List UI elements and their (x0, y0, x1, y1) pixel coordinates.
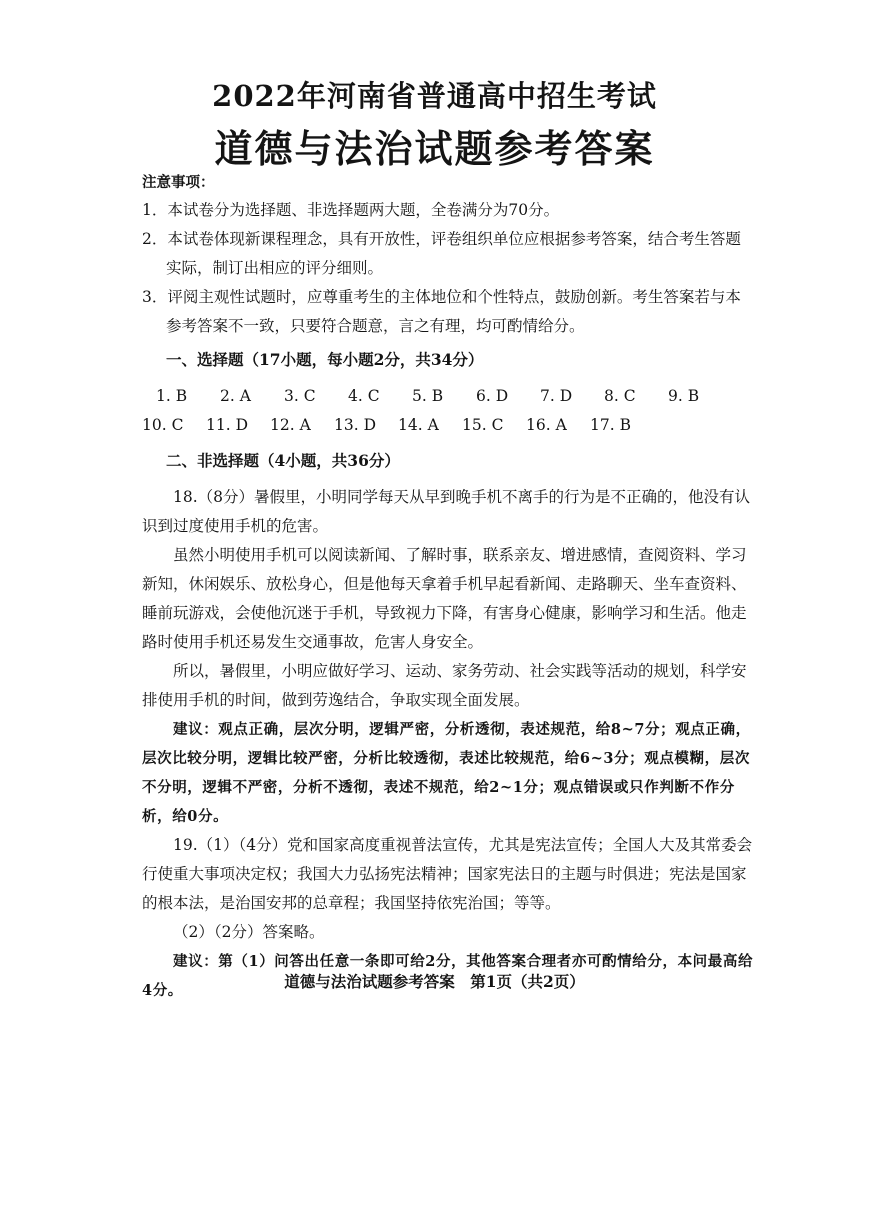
answer-item: 1. B (156, 387, 188, 405)
q18-paragraph-2: 虽然小明使用手机可以阅读新闻、了解时事，联系亲友、增进感情，查阅资料、学习新知，休闲娱乐、放松身心，但是他每天拿着手机早起看新闻、走路聊天、坐车查资料、睡前玩游戏，会使他沉迷于手机，导致视力下降，有害身心健康，影响学习和生活。他走路时使用手机还易发生交通事故，危害人身安全。 (142, 546, 747, 651)
section-heading-nonchoice: 二、非选择题（4小题，共36分） (166, 451, 400, 470)
answer-item: 8. C (604, 387, 636, 405)
answer-item: 15. C (462, 416, 504, 434)
answer-item: 2. A (220, 387, 251, 405)
document-body (142, 172, 754, 1005)
notice-item-2: 2．本试卷体现新课程理念，具有开放性，评卷组织单位应根据参考答案，结合考生答题实际，制订出相应的评分细则。 (142, 230, 741, 277)
answer-item: 12. A (270, 416, 311, 434)
answer-item: 7. D (540, 387, 573, 405)
notice-title: 注意事项： (142, 174, 215, 191)
q18-grading-suggestion: 建议：观点正确，层次分明，逻辑严密，分析透彻，表述规范，给8~7分；观点正确，层次比较分明，逻辑比较严密，分析比较透彻，表述比较规范，给6~3分；观点模糊，层次不分明，逻辑不严密，分析不透彻，表述不规范，给2~1分；观点错误或只作判断不作分析，给0分。 (142, 721, 751, 825)
answer-item: 16. A (526, 416, 567, 434)
answer-item: 5. B (412, 387, 444, 405)
notice-item-3: 3．评阅主观性试题时，应尊重考生的主体地位和个性特点，鼓励创新。考生答案若与本参考答案不一致，只要符合题意，言之有理，均可酌情给分。 (142, 288, 741, 335)
q19-paragraph-1: 19.（1）（4分）党和国家高度重视普法宣传，尤其是宪法宣传；全国人大及其常委会行使重大事项决定权；我国大力弘扬宪法精神；国家宪法日的主题与时俱进；宪法是国家的根本法，是治国安邦的总章程；我国坚持依宪治国；等等。 (142, 836, 753, 912)
answer-item: 3. C (284, 387, 316, 405)
notice-item-1: 1．本试卷分为选择题、非选择题两大题，全卷满分为70分。 (142, 201, 560, 219)
exam-title: 2022年河南省普通高中招生考试 (212, 79, 657, 113)
section-heading-choice: 一、选择题（17小题，每小题2分，共34分） (166, 350, 484, 369)
answer-item: 14. A (398, 416, 439, 434)
choice-answer-grid (142, 382, 754, 440)
answer-item: 17. B (590, 416, 631, 434)
answer-item: 4. C (348, 387, 380, 405)
answer-item: 11. D (206, 416, 249, 434)
q19-paragraph-2: （2）（2分）答案略。 (173, 923, 325, 941)
q18-paragraph-3: 所以，暑假里，小明应做好学习、运动、家务劳动、社会实践等活动的规划，科学安排使用手机的时间，做到劳逸结合，争取实现全面发展。 (142, 662, 747, 709)
page-footer: 道德与法治试题参考答案 第1页（共2页） (284, 972, 585, 991)
q18-paragraph-1: 18.（8分）暑假里，小明同学每天从早到晚手机不离手的行为是不正确的，他没有认识到过度使用手机的危害。 (142, 488, 751, 535)
answer-item: 10. C (142, 416, 184, 434)
answer-item: 9. B (668, 387, 700, 405)
document-title: 道德与法治试题参考答案 (214, 126, 655, 171)
answer-item: 13. D (334, 416, 377, 434)
answer-item: 6. D (476, 387, 509, 405)
q19-grading-suggestion: 建议：第（1）问答出任意一条即可给2分，其他答案合理者亦可酌情给分，本问最高给4分。 (142, 953, 754, 999)
